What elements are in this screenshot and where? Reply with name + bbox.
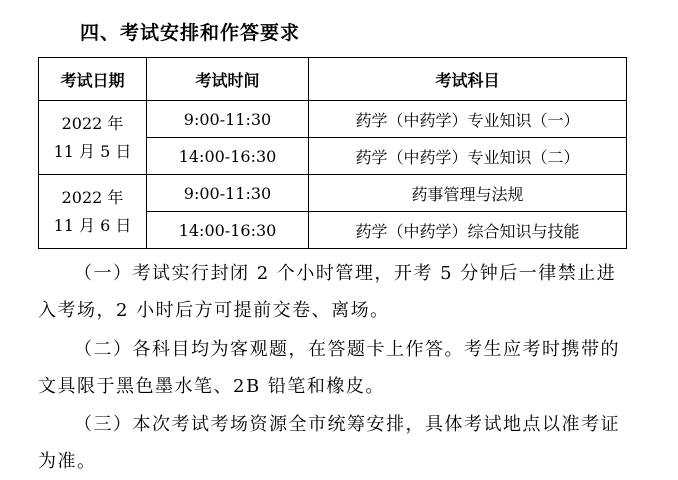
- exam-date-cell: [39, 101, 147, 175]
- exam-date-year: 2022 年: [61, 113, 124, 133]
- exam-subject-cell: 药学（中药学）综合知识与技能: [309, 212, 627, 249]
- header-exam-date: 考试日期: [39, 58, 147, 101]
- exam-time-cell: 9:00-11:30: [147, 101, 309, 138]
- note-paragraph-2: （二）各科目均为客观题，在答题卡上作答。考生应考时携带的文具限于黑色墨水笔、2B 铅笔和橡皮。: [38, 339, 620, 397]
- exam-date-cell: [39, 175, 147, 249]
- exam-schedule-table: [38, 57, 627, 249]
- exam-date-day: 11 月 5 日: [53, 141, 132, 161]
- note-paragraph-3: （三）本次考试考场资源全市统筹安排，具体考试地点以准考证为准。: [38, 414, 620, 472]
- table-row: [39, 175, 627, 212]
- table-header-row: [39, 58, 627, 101]
- exam-subject-cell: 药学（中药学）专业知识（一）: [309, 101, 627, 138]
- exam-subject-cell: 药学（中药学）专业知识（二）: [309, 138, 627, 175]
- exam-time-cell: 9:00-11:30: [147, 175, 309, 212]
- exam-date-day: 11 月 6 日: [53, 215, 132, 235]
- exam-date-year: 2022 年: [61, 187, 124, 207]
- exam-time-cell: 14:00-16:30: [147, 212, 309, 249]
- table-row: [39, 101, 627, 138]
- note-paragraph-1: （一）考试实行封闭 2 个小时管理，开考 5 分钟后一律禁止进入考场，2 小时后方可提前交卷、离场。: [38, 263, 617, 321]
- header-exam-time: 考试时间: [147, 58, 309, 101]
- header-exam-subject: 考试科目: [309, 58, 627, 101]
- exam-time-cell: 14:00-16:30: [147, 138, 309, 175]
- section-heading: 四、考试安排和作答要求: [80, 22, 301, 44]
- exam-subject-cell: 药事管理与法规: [309, 175, 627, 212]
